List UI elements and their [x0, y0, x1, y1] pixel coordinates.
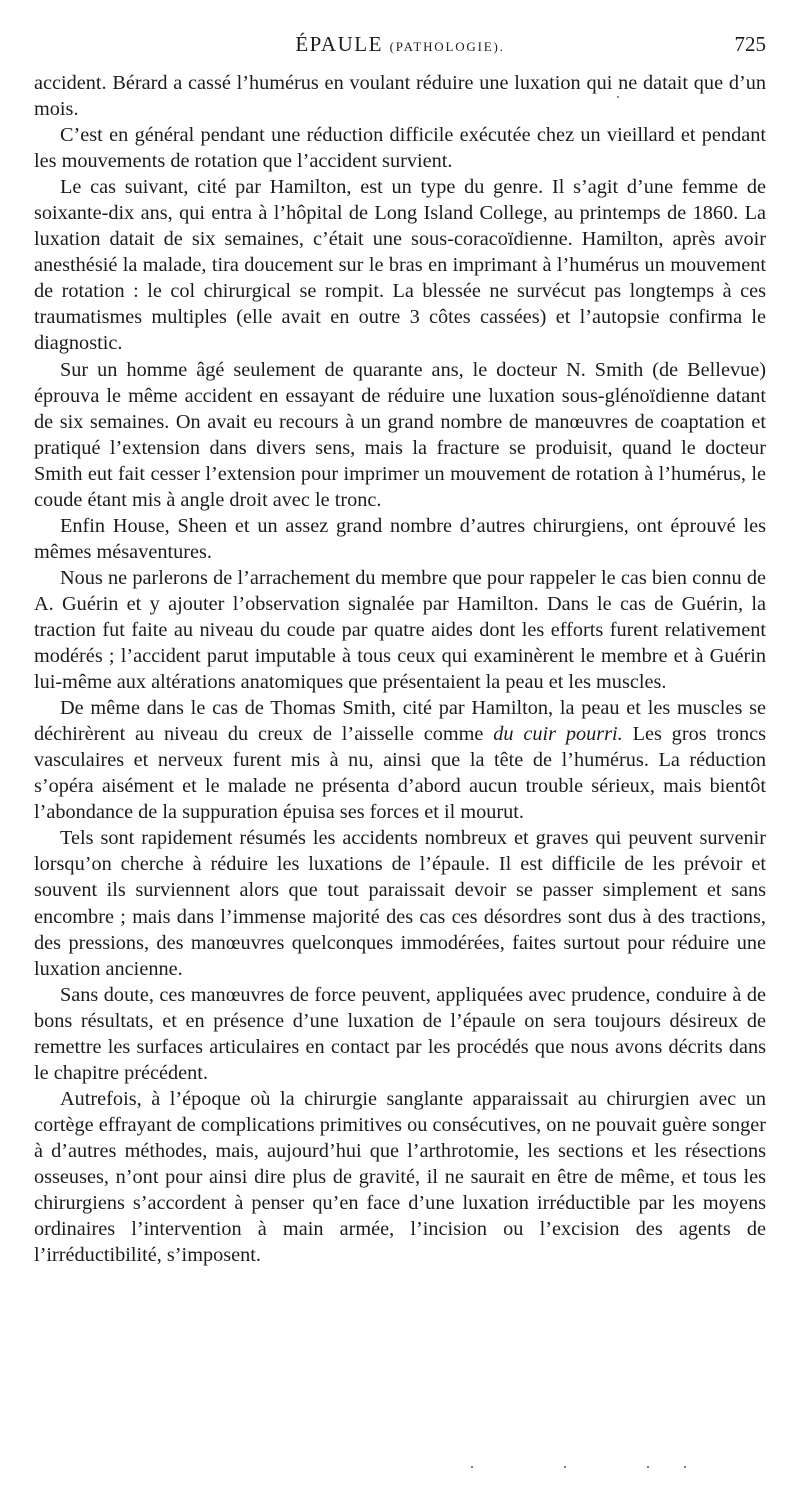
paragraph-2: C’est en général pendant une réduction difficile exécutée chez un vieillard et pendant les mouvements de rotation que l’accident survient. [34, 124, 766, 173]
italic-phrase: du cuir pourri. [493, 723, 623, 746]
running-header [34, 32, 766, 60]
running-title-main: ÉPAULE [295, 32, 383, 56]
paragraph-7 [34, 695, 766, 825]
paragraph-9: Sans doute, ces manœuvres de force peuvent, appliquées avec prudence, conduire à de bons résultats, et en présence d’une luxation de l’épaule on sera toujours désireux de remettre les surfaces articulaires en contact par les procédés que nous avons décrits dans le chapitre précédent. [34, 983, 766, 1084]
running-title-subtitle: (PATHOLOGIE). [389, 39, 505, 54]
paragraph-6: Nous ne parlerons de l’arrachement du membre que pour rappeler le cas bien connu de A. Guérin et y ajouter l’observation signalée par Hamilton. Dans le cas de Guérin, la traction fut faite au niveau du coude par quatre aides dont les efforts furent relativement modérés ; l’accident parut imputable à tous ceux qui examinèrent le membre et à Guérin lui-même aux altérations anatomiques que présentaient la peau et les muscles. [34, 566, 766, 694]
paragraph-4: Sur un homme âgé seulement de quarante ans, le docteur N. Smith (de Bellevue) éprouva le même accident en essayant de réduire une luxation sous-glénoïdienne datant de six semaines. On avait eu recours à un grand nombre de manœuvres de coaptation et pratiqué l’extension dans divers sens, mais la fracture se produisit, quand le docteur Smith eut fait cesser l’extension pour imprimer un mouvement de rotation à l’humérus, le coude étant mis à angle droit avec le tronc. [34, 358, 766, 511]
paragraph-1: accident. Bérard a cassé l’humérus en voulant réduire une luxation qui ne datait que d’un mois. [34, 72, 766, 121]
paragraph-7-end: Les gros troncs vasculaires et nerveux furent mis à nu, ainsi que la tête de l’humérus. La réduction s’opéra aisément et le malade ne présenta d’abord aucun trouble sérieux, mais bientôt l’abondance de la suppuration épuisa ses forces et il mourut. [34, 723, 766, 824]
paragraph-7-start: De même dans le cas de Thomas Smith, cité par Hamilton, la peau et les muscles se déchirèrent au niveau du creux de l’aisselle comme [34, 697, 766, 746]
paragraph-5: Enfin House, Sheen et un assez grand nombre d’autres chirurgiens, ont éprouvé les mêmes mésaventures. [34, 514, 766, 563]
paragraph-3: Le cas suivant, cité par Hamilton, est un type du genre. Il s’agit d’une femme de soixante-dix ans, qui entra à l’hôpital de Long Island College, au printemps de 1860. La luxation datait de six semaines, c’était une sous-coracoïdienne. Hamilton, après avoir anesthésié la malade, tira doucement sur le bras en imprimant à l’humérus un mouvement de rotation : le col chirurgical se rompit. La blessée ne survécut pas longtemps à ces traumatismes multiples (elle avait en outre 3 côtes cassées) et l’autopsie confirma le diagnostic. [34, 176, 766, 355]
running-title [34, 32, 766, 57]
paragraph-8: Tels sont rapidement résumés les accidents nombreux et graves qui peuvent survenir lorsqu’on cherche à réduire les luxations de l’épaule. Il est difficile de les prévoir et souvent ils surviennent alors que tout paraissait devoir se passer simplement et sans encombre ; mais dans l’immense majorité des cas ces désordres sont dus à des tractions, des pressions, des manœuvres quelconques immodérées, faites surtout pour réduire une luxation ancienne. [34, 827, 766, 980]
page-number: 725 [734, 32, 766, 56]
paragraph-10: Autrefois, à l’époque où la chirurgie sanglante apparaissait au chirurgien avec un cortège effrayant de complications primitives ou consécutives, on ne pouvait guère songer à d’autres méthodes, mais, aujourd’hui que l’arthrotomie, les sections et les résections osseuses, n’ont pour ainsi dire plus de gravité, il ne saurait en être de même, et tous les chirurgiens s’accordent à penser qu’en face d’une luxation irréductible par les moyens ordinaires l’intervention à main armée, l’incision ou l’excision des agents de l’irréductibilité, s’imposent. [34, 1087, 766, 1267]
body-text [34, 70, 766, 1268]
